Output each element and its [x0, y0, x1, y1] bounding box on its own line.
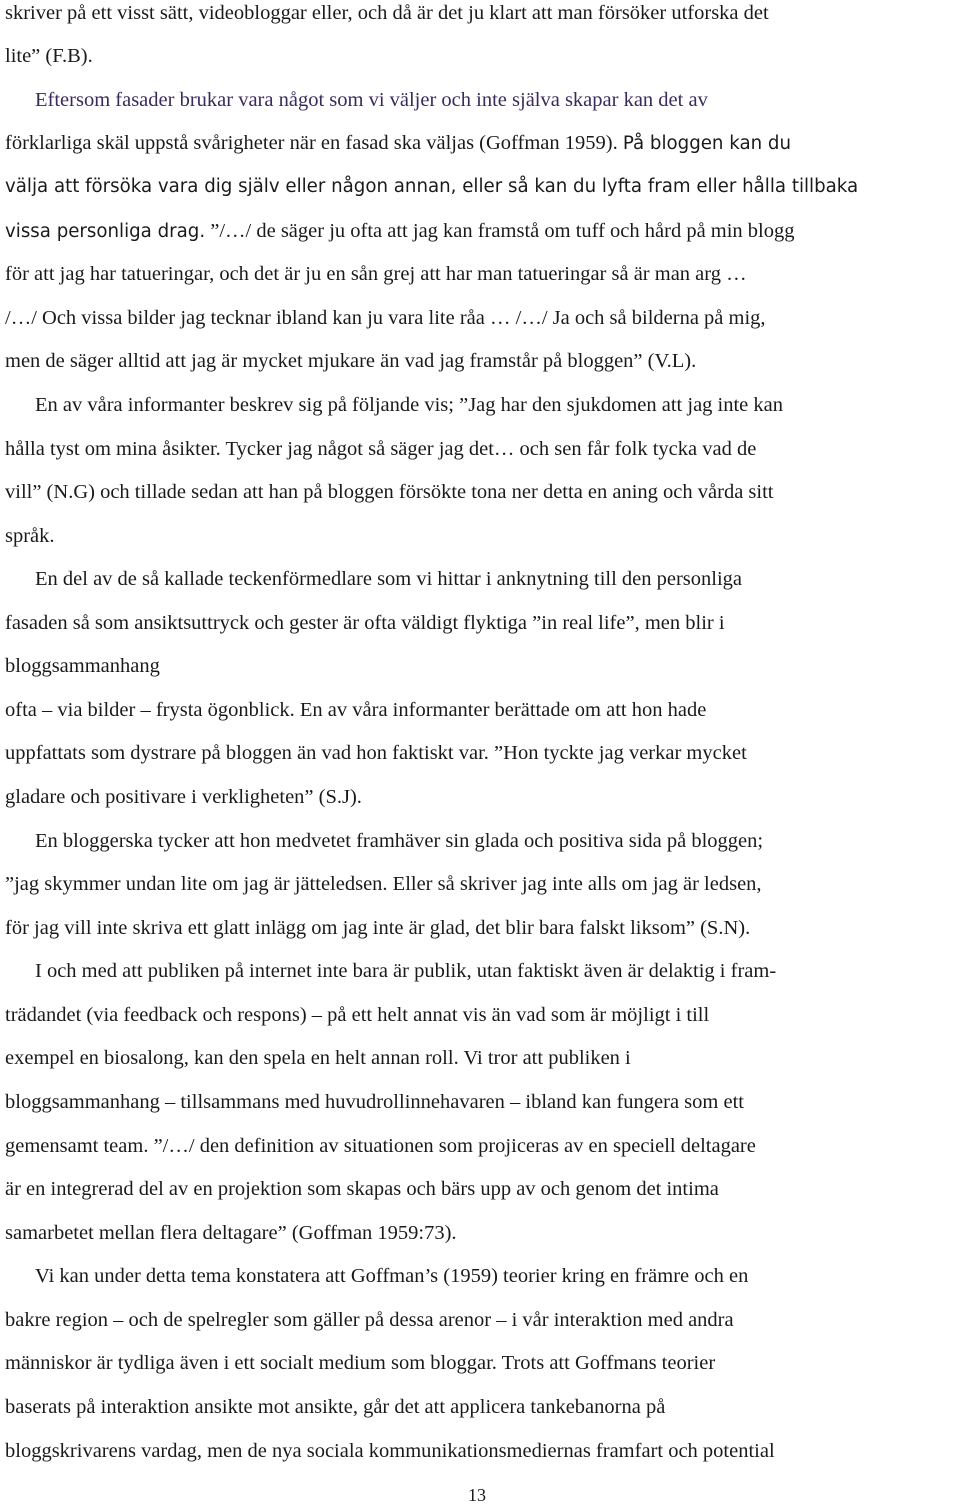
text-line: bloggsammanhang – tillsammans med huvudrollinnehavaren – ibland kan fungera som ett: [5, 1091, 744, 1113]
text-line: baserats på interaktion ansikte mot ansikte, går det att applicera tankebanorna på: [5, 1396, 666, 1418]
text-line: för jag vill inte skriva ett glatt inlägg om jag inte är glad, det blir bara falskt liksom” (S.N).: [5, 917, 751, 939]
text-line: uppfattats som dystrare på bloggen än vad hon faktiskt var. ”Hon tyckte jag verkar mycket: [5, 742, 747, 764]
text-line: ”jag skymmer undan lite om jag är jätteledsen. Eller så skriver jag inte alls om jag är ledsen,: [5, 873, 762, 895]
text-line: Eftersom fasader brukar vara något som vi väljer och inte själva skapar kan det av: [35, 89, 708, 111]
text-line: gemensamt team. ”/…/ den definition av situationen som projiceras av en speciell deltagare: [5, 1135, 756, 1157]
text-line: för att jag har tatueringar, och det är ju en sån grej att har man tatueringar så är man arg …: [5, 263, 747, 285]
text-line: språk.: [5, 525, 55, 547]
text-line: I och med att publiken på internet inte bara är publik, utan faktiskt även är delaktig i fram-: [35, 960, 777, 982]
text-line: lite” (F.B).: [5, 45, 93, 67]
text-line: människor är tydliga även i ett socialt medium som bloggar. Trots att Goffmans teorier: [5, 1352, 716, 1374]
text-line: vill” (N.G) och tillade sedan att han på bloggen försökte tona ner detta en aning och vårda sitt: [5, 481, 774, 503]
text-line: En bloggerska tycker att hon medvetet framhäver sin glada och positiva sida på bloggen;: [35, 830, 764, 852]
text-line: gladare och positivare i verkligheten” (S.J).: [5, 786, 362, 808]
text-span: vissa personliga drag.: [5, 221, 206, 242]
text-line: trädandet (via feedback och respons) – på ett helt annat vis än vad som är möjligt i till: [5, 1004, 710, 1026]
text-line: bakre region – och de spelregler som gäller på dessa arenor – i vår interaktion med andra: [5, 1309, 734, 1331]
text-line: välja att försöka vara dig själv eller någon annan, eller så kan du lyfta fram eller hålla tillbaka: [5, 176, 859, 197]
text-line: samarbetet mellan flera deltagare” (Goffman 1959:73).: [5, 1222, 457, 1244]
text-span: På bloggen kan du: [622, 133, 791, 154]
text-line: En del av de så kallade teckenförmedlare som vi hittar i anknytning till den personliga: [35, 568, 743, 590]
text-span: ”/…/ de säger ju ofta att jag kan framstå om tuff och hård på min blogg: [210, 220, 795, 242]
text-span: förklarliga skäl uppstå svårigheter när en fasad ska väljas (Goffman 1959).: [5, 132, 618, 154]
text-line: men de säger alltid att jag är mycket mjukare än vad jag framstår på bloggen” (V.L).: [5, 350, 697, 372]
text-line: hålla tyst om mina åsikter. Tycker jag något så säger jag det… och sen får folk tycka vad de: [5, 438, 757, 460]
text-line: En av våra informanter beskrev sig på följande vis; ”Jag har den sjukdomen att jag inte kan: [35, 394, 784, 416]
text-line: /…/ Och vissa bilder jag tecknar ibland kan ju vara lite råa … /…/ Ja och så bilderna på mig,: [5, 307, 766, 329]
text-line: skriver på ett visst sätt, videobloggar eller, och då är det ju klart att man försöker utforska det: [5, 2, 769, 24]
page-number: 13: [468, 1485, 486, 1505]
text-line: bloggsammanhang: [5, 655, 160, 677]
text-line: bloggskrivarens vardag, men de nya sociala kommunikationsmediernas framfart och potential: [5, 1440, 775, 1462]
text-line: [5, 218, 795, 245]
text-line: ofta – via bilder – frysta ögonblick. En av våra informanter berättade om att hon hade: [5, 699, 707, 721]
text-line: exempel en biosalong, kan den spela en helt annan roll. Vi tror att publiken i: [5, 1047, 631, 1069]
text-line: fasaden så som ansiktsuttryck och gester är ofta väldigt flyktiga ”in real life”, men blir i: [5, 612, 725, 634]
text-line: Vi kan under detta tema konstatera att Goffman’s (1959) teorier kring en främre och en: [35, 1265, 749, 1287]
text-line: är en integrerad del av en projektion som skapas och bärs upp av och genom det intima: [5, 1178, 719, 1200]
text-line: [5, 130, 791, 157]
